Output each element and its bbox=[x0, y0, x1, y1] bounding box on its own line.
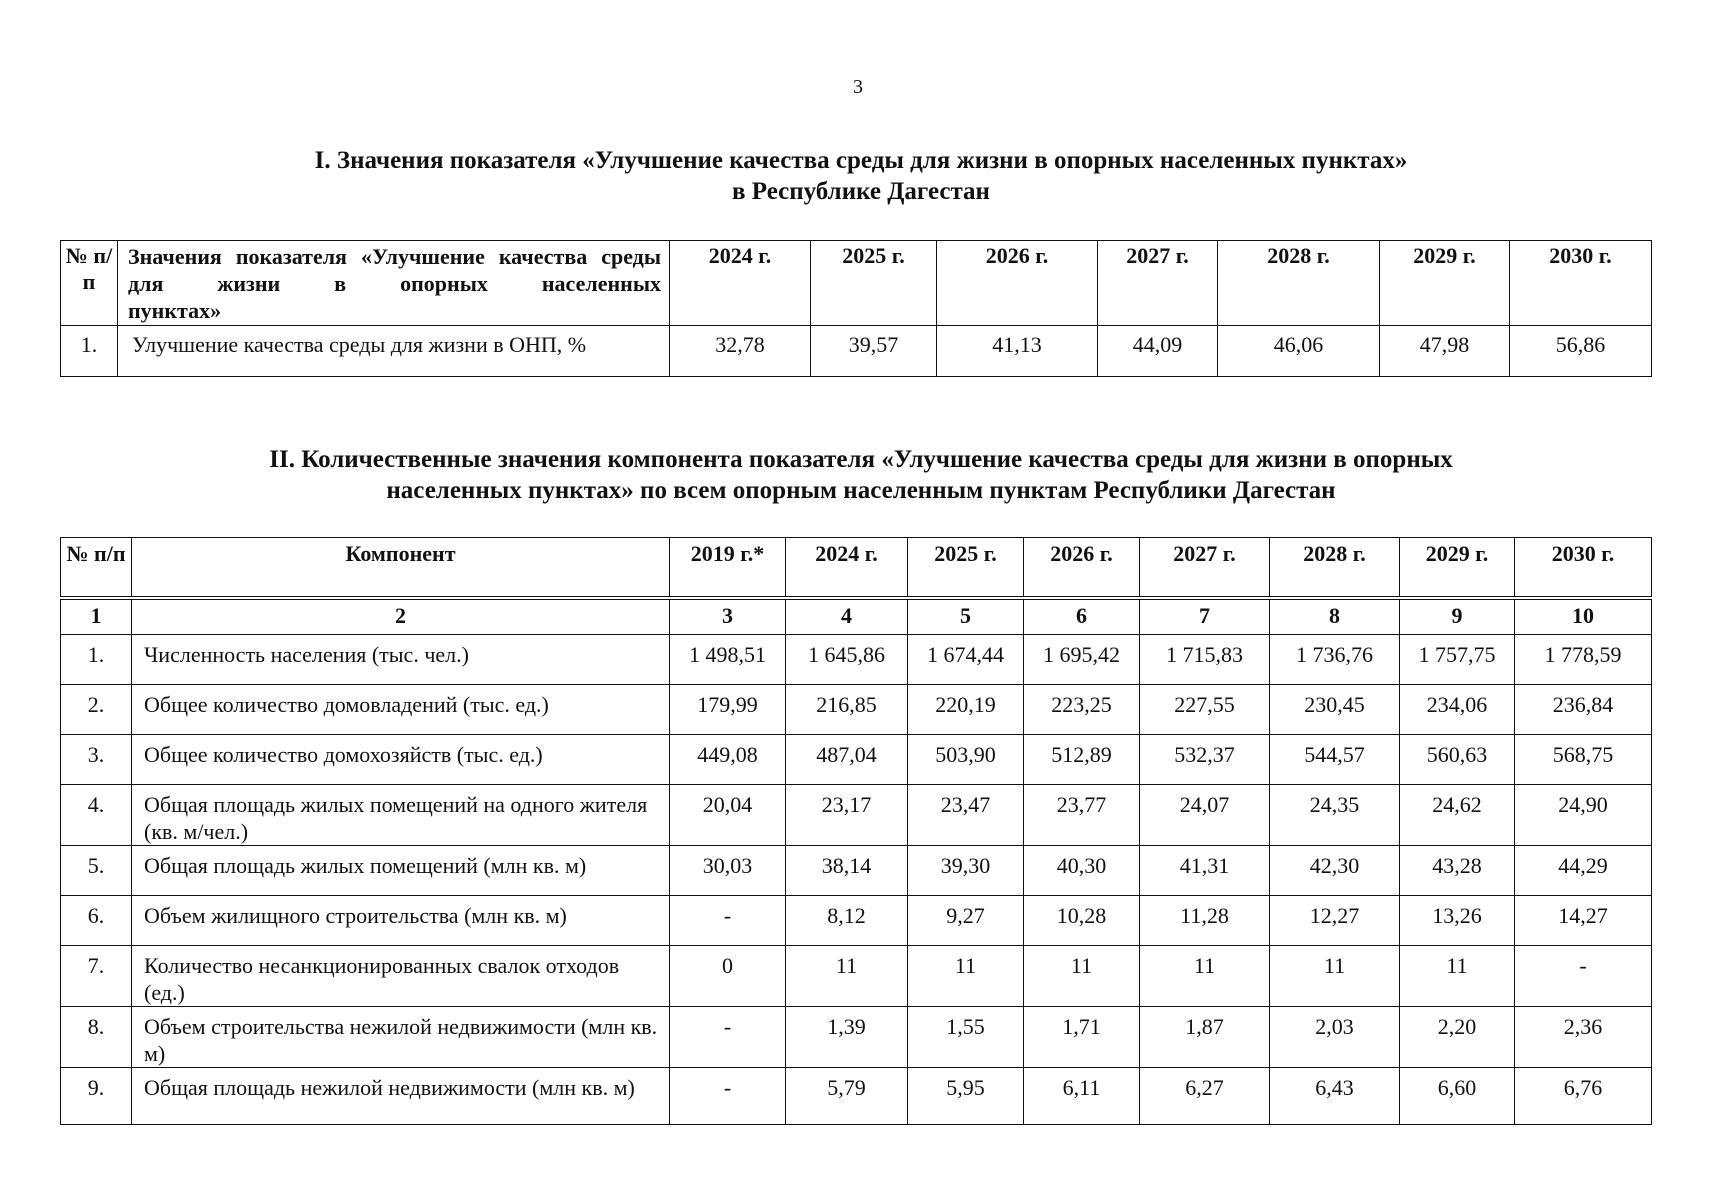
table-row bbox=[61, 735, 1652, 785]
cell-value: 44,29 bbox=[1515, 846, 1652, 896]
header-year: 2028 г. bbox=[1218, 241, 1380, 326]
cell-value: - bbox=[670, 1007, 786, 1068]
cell-value: 13,26 bbox=[1400, 896, 1515, 946]
cell-value: 14,27 bbox=[1515, 896, 1652, 946]
table-row bbox=[61, 635, 1652, 685]
row-name: Объем жилищного строительства (млн кв. м) bbox=[132, 896, 670, 946]
cell-value: 6,11 bbox=[1024, 1068, 1140, 1125]
cell-value: 11,28 bbox=[1140, 896, 1270, 946]
cell-value: 43,28 bbox=[1400, 846, 1515, 896]
components-table-header bbox=[61, 538, 1652, 599]
cell-value: 39,57 bbox=[811, 326, 937, 377]
cell-value: 1 778,59 bbox=[1515, 635, 1652, 685]
cell-value: 1,87 bbox=[1140, 1007, 1270, 1068]
row-num: 9. bbox=[61, 1068, 132, 1125]
cell-value: 39,30 bbox=[908, 846, 1024, 896]
cell-value: 10,28 bbox=[1024, 896, 1140, 946]
header-year: 2019 г.* bbox=[670, 538, 786, 599]
cell-value: 1 674,44 bbox=[908, 635, 1024, 685]
cell-value: 32,78 bbox=[670, 326, 811, 377]
cell-value: 8,12 bbox=[786, 896, 908, 946]
cell-value: 30,03 bbox=[670, 846, 786, 896]
cell-value: - bbox=[670, 896, 786, 946]
cell-value: 1 736,76 bbox=[1270, 635, 1400, 685]
cell-value: 11 bbox=[1400, 946, 1515, 1007]
cell-value: 6,60 bbox=[1400, 1068, 1515, 1125]
row-num: 5. bbox=[61, 846, 132, 896]
row-num: 1. bbox=[61, 635, 132, 685]
cell-value: 544,57 bbox=[1270, 735, 1400, 785]
cell-value: 568,75 bbox=[1515, 735, 1652, 785]
cell-value: 11 bbox=[1024, 946, 1140, 1007]
row-name: Количество несанкционированных свалок отходов (ед.) bbox=[132, 946, 670, 1007]
header-year: 2030 г. bbox=[1510, 241, 1652, 326]
header-year: 2024 г. bbox=[670, 241, 811, 326]
row-name: Общая площадь нежилой недвижимости (млн кв. м) bbox=[132, 1068, 670, 1125]
header-year: 2024 г. bbox=[786, 538, 908, 599]
section2-title-line2: населенных пунктах» по всем опорным населенным пунктам Республики Дагестан bbox=[386, 477, 1336, 504]
header-year: 2025 г. bbox=[811, 241, 937, 326]
row-name: Улучшение качества среды для жизни в ОНП, % bbox=[118, 326, 670, 377]
header-indicator-part1: Значения показателя «Улучшение качества среды для жизни в опорных населенных bbox=[128, 244, 661, 296]
row-name: Общее количество домохозяйств (тыс. ед.) bbox=[132, 735, 670, 785]
header-year: 2029 г. bbox=[1400, 538, 1515, 599]
column-number: 4 bbox=[786, 598, 908, 635]
header-year: 2026 г. bbox=[937, 241, 1098, 326]
header-year: 2026 г. bbox=[1024, 538, 1140, 599]
cell-value: 23,17 bbox=[786, 785, 908, 846]
table-row bbox=[61, 1068, 1652, 1125]
table-row bbox=[61, 785, 1652, 846]
cell-value: 0 bbox=[670, 946, 786, 1007]
row-num: 1. bbox=[61, 326, 118, 377]
cell-value: 40,30 bbox=[1024, 846, 1140, 896]
column-number: 3 bbox=[670, 598, 786, 635]
cell-value: 1,71 bbox=[1024, 1007, 1140, 1068]
cell-value: 2,20 bbox=[1400, 1007, 1515, 1068]
row-num: 6. bbox=[61, 896, 132, 946]
header-indicator-part2: пунктах» bbox=[128, 298, 222, 323]
table-row bbox=[61, 1007, 1652, 1068]
cell-value: 1,55 bbox=[908, 1007, 1024, 1068]
header-year: 2029 г. bbox=[1380, 241, 1510, 326]
row-num: 7. bbox=[61, 946, 132, 1007]
section1-title-line1: I. Значения показателя «Улучшение качества среды для жизни в опорных населенных пунктах» bbox=[314, 147, 1408, 174]
cell-value: 220,19 bbox=[908, 685, 1024, 735]
cell-value: 560,63 bbox=[1400, 735, 1515, 785]
cell-value: 449,08 bbox=[670, 735, 786, 785]
cell-value: 512,89 bbox=[1024, 735, 1140, 785]
page-number: 3 bbox=[853, 76, 863, 98]
cell-value: 56,86 bbox=[1510, 326, 1652, 377]
column-number: 5 bbox=[908, 598, 1024, 635]
cell-value: 11 bbox=[786, 946, 908, 1007]
row-num: 2. bbox=[61, 685, 132, 735]
cell-value: 2,03 bbox=[1270, 1007, 1400, 1068]
cell-value: 2,36 bbox=[1515, 1007, 1652, 1068]
cell-value: 1 695,42 bbox=[1024, 635, 1140, 685]
column-number: 7 bbox=[1140, 598, 1270, 635]
column-number: 6 bbox=[1024, 598, 1140, 635]
cell-value: 41,31 bbox=[1140, 846, 1270, 896]
cell-value: 41,13 bbox=[937, 326, 1098, 377]
header-year: 2025 г. bbox=[908, 538, 1024, 599]
row-num: 8. bbox=[61, 1007, 132, 1068]
cell-value: 487,04 bbox=[786, 735, 908, 785]
header-year: 2027 г. bbox=[1140, 538, 1270, 599]
indicator-table bbox=[60, 240, 1652, 377]
section2-title bbox=[60, 444, 1662, 506]
section1-title-line2: в Республике Дагестан bbox=[732, 178, 990, 205]
cell-value: 216,85 bbox=[786, 685, 908, 735]
cell-value: 1,39 bbox=[786, 1007, 908, 1068]
row-name: Общее количество домовладений (тыс. ед.) bbox=[132, 685, 670, 735]
cell-value: 46,06 bbox=[1218, 326, 1380, 377]
cell-value: 20,04 bbox=[670, 785, 786, 846]
cell-value: 179,99 bbox=[670, 685, 786, 735]
row-num: 3. bbox=[61, 735, 132, 785]
cell-value: 230,45 bbox=[1270, 685, 1400, 735]
row-num: 4. bbox=[61, 785, 132, 846]
cell-value: 227,55 bbox=[1140, 685, 1270, 735]
cell-value: 234,06 bbox=[1400, 685, 1515, 735]
column-number: 1 bbox=[61, 598, 132, 635]
cell-value: 1 645,86 bbox=[786, 635, 908, 685]
components-table bbox=[60, 537, 1652, 1125]
cell-value: 236,84 bbox=[1515, 685, 1652, 735]
cell-value: 23,47 bbox=[908, 785, 1024, 846]
column-number: 10 bbox=[1515, 598, 1652, 635]
cell-value: 11 bbox=[908, 946, 1024, 1007]
row-name: Объем строительства нежилой недвижимости (млн кв. м) bbox=[132, 1007, 670, 1068]
column-number: 9 bbox=[1400, 598, 1515, 635]
cell-value: 42,30 bbox=[1270, 846, 1400, 896]
table-row bbox=[61, 846, 1652, 896]
header-year: 2030 г. bbox=[1515, 538, 1652, 599]
table-row bbox=[61, 896, 1652, 946]
header-year: 2028 г. bbox=[1270, 538, 1400, 599]
cell-value: 9,27 bbox=[908, 896, 1024, 946]
cell-value: 532,37 bbox=[1140, 735, 1270, 785]
cell-value: 503,90 bbox=[908, 735, 1024, 785]
section1-title bbox=[60, 145, 1662, 207]
indicator-table-header bbox=[61, 241, 1652, 326]
row-name: Общая площадь жилых помещений (млн кв. м) bbox=[132, 846, 670, 896]
cell-value: 6,27 bbox=[1140, 1068, 1270, 1125]
cell-value: - bbox=[670, 1068, 786, 1125]
cell-value: 24,90 bbox=[1515, 785, 1652, 846]
cell-value: 6,43 bbox=[1270, 1068, 1400, 1125]
header-component: Компонент bbox=[132, 538, 670, 599]
row-name: Численность населения (тыс. чел.) bbox=[132, 635, 670, 685]
column-number: 8 bbox=[1270, 598, 1400, 635]
cell-value: 11 bbox=[1270, 946, 1400, 1007]
cell-value: 44,09 bbox=[1098, 326, 1218, 377]
cell-value: 23,77 bbox=[1024, 785, 1140, 846]
cell-value: 5,95 bbox=[908, 1068, 1024, 1125]
cell-value: 24,35 bbox=[1270, 785, 1400, 846]
cell-value: 47,98 bbox=[1380, 326, 1510, 377]
table-row bbox=[61, 326, 1652, 377]
header-num: № п/п bbox=[61, 241, 118, 326]
row-name: Общая площадь жилых помещений на одного жителя (кв. м/чел.) bbox=[132, 785, 670, 846]
cell-value: 12,27 bbox=[1270, 896, 1400, 946]
column-number: 2 bbox=[132, 598, 670, 635]
cell-value: - bbox=[1515, 946, 1652, 1007]
cell-value: 38,14 bbox=[786, 846, 908, 896]
cell-value: 6,76 bbox=[1515, 1068, 1652, 1125]
cell-value: 24,07 bbox=[1140, 785, 1270, 846]
section2-title-line1: II. Количественные значения компонента показателя «Улучшение качества среды для жизни в опорных bbox=[269, 446, 1453, 473]
cell-value: 1 498,51 bbox=[670, 635, 786, 685]
header-year: 2027 г. bbox=[1098, 241, 1218, 326]
cell-value: 1 715,83 bbox=[1140, 635, 1270, 685]
header-num: № п/п bbox=[61, 538, 132, 599]
cell-value: 11 bbox=[1140, 946, 1270, 1007]
cell-value: 5,79 bbox=[786, 1068, 908, 1125]
cell-value: 24,62 bbox=[1400, 785, 1515, 846]
table-row bbox=[61, 946, 1652, 1007]
header-indicator bbox=[118, 241, 670, 326]
cell-value: 223,25 bbox=[1024, 685, 1140, 735]
cell-value: 1 757,75 bbox=[1400, 635, 1515, 685]
column-number-row bbox=[61, 598, 1652, 635]
table-row bbox=[61, 685, 1652, 735]
